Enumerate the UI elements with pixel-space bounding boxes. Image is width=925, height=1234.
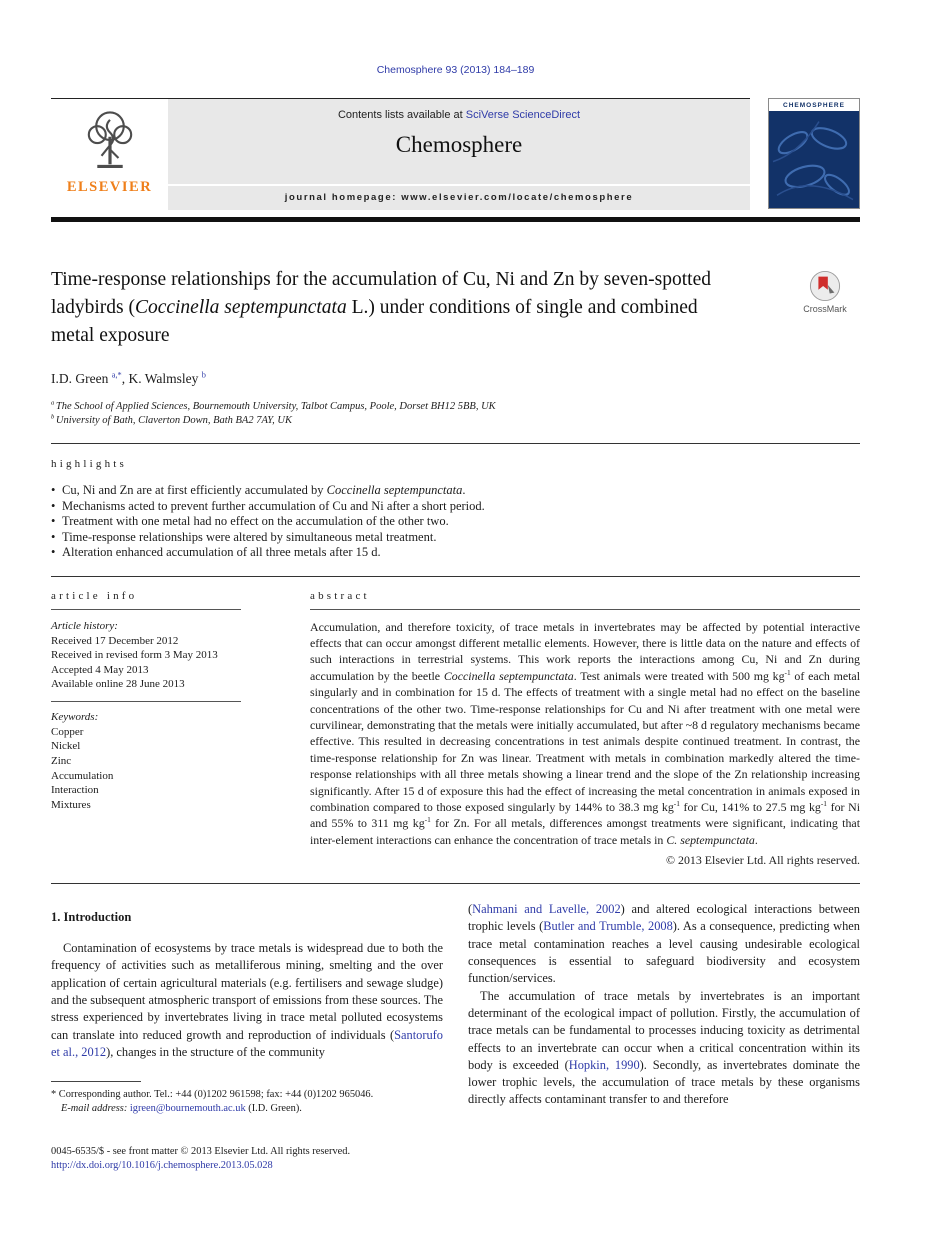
journal-masthead	[51, 98, 860, 210]
keyword: Accumulation	[51, 769, 114, 782]
article-history-label: Article history:	[51, 619, 118, 632]
divider	[51, 443, 860, 444]
abstract-heading: abstract	[310, 589, 370, 602]
highlight-item: • Cu, Ni and Zn are at first efficiently accumulated by Coccinella septempunctata.	[51, 483, 860, 499]
highlights-heading: highlights	[51, 458, 128, 470]
author-line: I.D. Green $^{a,*}$, K. Walmsley $^b$	[51, 370, 206, 386]
highlight-item: • Alteration enhanced accumulation of all three metals after 15 d.	[51, 545, 860, 561]
affiliations	[51, 400, 860, 428]
masthead-gray-box	[168, 99, 750, 210]
section-heading-introduction: 1. Introduction	[51, 910, 132, 925]
highlights-section	[51, 458, 860, 561]
highlights-list	[51, 483, 860, 561]
crossmark-label: CrossMark	[803, 304, 847, 314]
author-affiliation-ref-b[interactable]: b	[201, 370, 206, 380]
history-revised: Received in revised form 3 May 2013	[51, 649, 218, 662]
sciverse-sciencedirect-link[interactable]: SciVerse ScienceDirect	[465, 109, 581, 121]
elsevier-tree-icon	[78, 105, 142, 177]
footnote-email: E-mail address: igreen@bournemouth.ac.uk (I.D. Green).	[61, 1103, 302, 1115]
divider	[51, 701, 241, 702]
body-text	[51, 901, 860, 1119]
history-received: Received 17 December 2012	[51, 634, 179, 647]
affiliation-a: $^a$ The School of Applied Sciences, Bournemouth University, Talbot Campus, Poole, Dorset BH12 5BB, UK	[51, 399, 496, 412]
highlight-item: • Mechanisms acted to prevent further accumulation of Cu and Ni after a short period.	[51, 499, 860, 515]
citation-link[interactable]: Nahmani and Lavelle, 2002	[472, 902, 621, 917]
keyword: Mixtures	[51, 798, 91, 811]
body-column-right	[468, 901, 860, 1119]
citation-link[interactable]: Santorufo et al., 2012	[51, 1027, 443, 1059]
divider	[51, 883, 860, 884]
cover-title: CHEMOSPHERE	[769, 99, 859, 111]
masthead-main	[51, 98, 750, 210]
abstract-text: Accumulation, and therefore toxicity, of trace metals in invertebrates may be affected by potential interactive effects that can occur amongst different metallic elements. However, there is little data on the nature and effects of such interactions in terrestrial systems. This work reports the interactions among Cu, Ni and Zn during accumulation by the beetle Coccinella septempunctata. Test animals were treated with 500 mg $kg^{-1}$ of each metal singularly and in combination for 15 d. The effects of treatment with a single metal had no effect on the baseline concentrations of the other two. Time-response relationships for Cu and Ni after treatment with one metal were curvilinear, demonstrating that the metals were initially accumulated, but after ~8 d regulatory mechanisms became effective. This resulted in decreasing concentrations in test animals despite continued treatment. In contrast, the time-response relationship for Zn was linear. Treatment with metals in combination markedly altered the time-response relationships with all three metals showing a linear trend and the slope of the Zn relationship increasing significantly. After 15 d of exposure this had the effect of increasing the metal concentration in animals exposed in combination compared to those exposed singularly by 144% to 38.3 mg $kg^{-1}$ for Cu, 141% to 27.5 mg $kg^{-1}$ for Ni and 55% to 311 mg $kg^{-1}$ for Zn. For all metals, differences amongst treatments were significant, indicating that inter-element interactions can enhance the concentration of trace metals in C. septempunctata.	[310, 619, 861, 847]
abstract-column	[310, 590, 860, 869]
elsevier-wordmark: ELSEVIER	[66, 179, 153, 195]
highlight-item: • Time-response relationships were altered by simultaneous metal treatment.	[51, 530, 860, 546]
journal-name: Chemosphere	[395, 132, 523, 157]
email-link[interactable]: igreen@bournemouth.ac.uk	[129, 1103, 246, 1115]
crossmark-badge[interactable]	[790, 266, 860, 350]
history-accepted: Accepted 4 May 2013	[51, 663, 149, 676]
article-info-column	[51, 590, 241, 869]
highlight-item: • Treatment with one metal had no effect on the accumulation of the other two.	[51, 514, 860, 530]
crossmark-icon	[809, 270, 841, 302]
intro-paragraph-1-continued: (Nahmani and Lavelle, 2002) and altered ecological interactions between trophic levels (Butler and Trumble, 2008). As a consequence, predicting when trace metal contamination reaches a level causing undesirable ecological consequences is essential to safeguard biodiversity and ecosystem function/services.	[468, 902, 860, 986]
article-title: Time-response relationships for the accumulation of Cu, Ni and Zn by seven-spotted ladybirds (Coccinella septempunctata L.) under conditions of single and combined metal exposure	[51, 269, 711, 346]
elsevier-logo[interactable]	[51, 99, 168, 210]
title-block	[51, 266, 860, 350]
divider	[51, 609, 241, 610]
front-matter-footer	[51, 1145, 860, 1173]
corresponding-author-footnote	[51, 1081, 443, 1116]
journal-homepage-link[interactable]: journal homepage: www.elsevier.com/locate/chemosphere	[168, 184, 750, 210]
info-abstract-section	[51, 577, 860, 869]
divider	[310, 609, 860, 610]
keyword: Interaction	[51, 784, 99, 797]
footnote-corresponding: * Corresponding author. Tel.: +44 (0)1202 961598; fax: +44 (0)1202 965046.	[51, 1089, 374, 1101]
journal-cover-thumbnail[interactable]	[768, 98, 860, 209]
footnote-rule	[51, 1081, 141, 1082]
journal-citation[interactable]: Chemosphere 93 (2013) 184–189	[376, 64, 535, 76]
keyword: Zinc	[51, 755, 72, 768]
issn-line: 0045-6535/$ - see front matter © 2013 Elsevier Ltd. All rights reserved.	[51, 1146, 351, 1158]
citation-link[interactable]: Hopkin, 1990	[568, 1057, 640, 1072]
history-online: Available online 28 June 2013	[51, 678, 185, 691]
article-info-heading: article info	[51, 589, 138, 602]
keyword: Nickel	[51, 740, 81, 753]
intro-paragraph-1: Contamination of ecosystems by trace metals is widespread due to both the frequency of activities such as metalliferous mining, smelting and the over application of certain agricultural materials (e.g. fertilisers and sewage sludge) and the subsequent atmospheric transport of emissions from these sources. The stress experienced by invertebrates living in trace metal polluted ecosystems can translate into reduced growth and reproduction of individuals (Santorufo et al., 2012), changes in the structure of the community	[51, 941, 443, 1059]
keywords-label: Keywords:	[51, 710, 99, 723]
intro-paragraph-2: The accumulation of trace metals by invertebrates is an important determinant of the ecological impact of pollution. Firstly, the accumulation of trace metals can be fundamental to processes inducing toxicity as detrimental effects to an invertebrate can occur when a critical concentration within its body is exceeded (Hopkin, 1990). Secondly, as invertebrates dominate the lower trophic levels, the accumulation of trace metals by these organisms directly affects contaminant transfer to and therefore	[468, 988, 860, 1107]
copyright-line: © 2013 Elsevier Ltd. All rights reserved.	[666, 853, 860, 868]
keyword: Copper	[51, 725, 84, 738]
author-affiliation-ref-a[interactable]: a,*	[111, 370, 122, 380]
doi-link[interactable]: http://dx.doi.org/10.1016/j.chemosphere.2013.05.028	[51, 1159, 273, 1171]
citation-link[interactable]: Butler and Trumble, 2008	[543, 919, 673, 934]
cover-art-leaves	[769, 111, 859, 208]
body-column-left	[51, 901, 443, 1119]
masthead-rule	[51, 217, 860, 222]
contents-lists-line: Contents lists available at SciVerse ScienceDirect	[337, 109, 581, 121]
affiliation-b: $^b$ University of Bath, Claverton Down, Bath BA2 7AY, UK	[51, 413, 293, 426]
